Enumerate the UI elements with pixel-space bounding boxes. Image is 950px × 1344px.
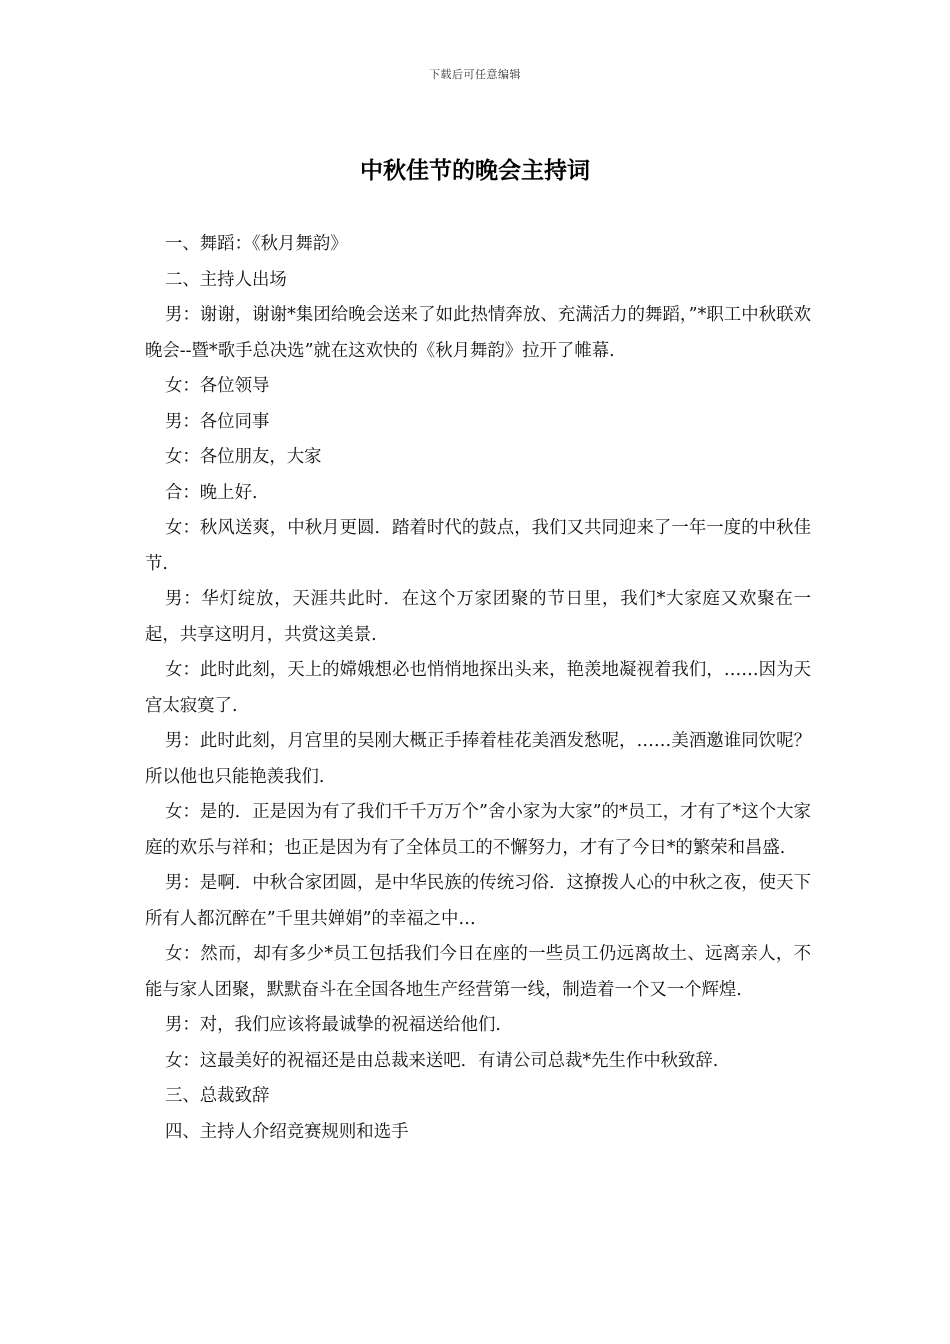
paragraph-18: 四、主持人介绍竞赛规则和选手 xyxy=(165,1121,409,1142)
paragraph-5: 男：各位同事 xyxy=(165,411,270,432)
paragraph-1: 一、舞蹈：《秋月舞韵》 xyxy=(165,234,348,254)
document-body xyxy=(145,227,811,1150)
paragraph-3: 男：谢谢，谢谢*集团给晚会送来了如此热情奔放、充满活力的舞蹈，”*职工中秋联欢晚会--暨*歌手总决选”就在这欢快的《秋月舞韵》拉开了帷幕. xyxy=(145,305,811,361)
paragraph-8: 女：秋风送爽，中秋月更圆．踏着时代的鼓点，我们又共同迎来了一年一度的中秋佳节. xyxy=(145,518,811,574)
paragraph-9: 男：华灯绽放，天涯共此时．在这个万家团聚的节日里，我们*大家庭又欢聚在一起，共享这明月，共赏这美景. xyxy=(145,589,811,645)
document-title: 中秋佳节的晚会主持词 xyxy=(360,158,590,184)
page-header-note: 下载后可任意编辑 xyxy=(429,68,521,81)
paragraph-16: 女：这最美好的祝福还是由总裁来送吧．有请公司总裁*先生作中秋致辞. xyxy=(165,1050,719,1071)
paragraph-4: 女：各位领导 xyxy=(165,376,270,396)
paragraph-11: 男：此时此刻，月宫里的吴刚大概正手捧着桂花美酒发愁呢，……美酒邀谁同饮呢？所以他也只能艳羡我们. xyxy=(145,731,811,787)
paragraph-13: 男：是啊．中秋合家团圆，是中华民族的传统习俗．这撩拨人心的中秋之夜，使天下所有人都沉醉在”千里共婵娟”的幸福之中… xyxy=(145,873,811,929)
paragraph-10: 女：此时此刻，天上的嫦娥想必也悄悄地探出头来，艳羡地凝视着我们，……因为天宫太寂寞了. xyxy=(145,660,811,716)
paragraph-2: 二、主持人出场 xyxy=(165,269,287,290)
paragraph-17: 三、总裁致辞 xyxy=(165,1086,270,1106)
paragraph-12: 女：是的．正是因为有了我们千千万万个”舍小家为大家”的*员工，才有了*这个大家庭的欢乐与祥和；也正是因为有了全体员工的不懈努力，才有了今日*的繁荣和昌盛. xyxy=(145,802,811,858)
paragraph-6: 女：各位朋友，大家 xyxy=(165,447,322,467)
paragraph-14: 女：然而，却有多少*员工包括我们今日在座的一些员工仍远离故土、远离亲人，不能与家人团聚，默默奋斗在全国各地生产经营第一线，制造着一个又一个辉煌. xyxy=(145,944,811,1000)
paragraph-15: 男：对，我们应该将最诚挚的祝福送给他们. xyxy=(165,1015,501,1035)
paragraph-7: 合：晚上好. xyxy=(165,482,258,503)
